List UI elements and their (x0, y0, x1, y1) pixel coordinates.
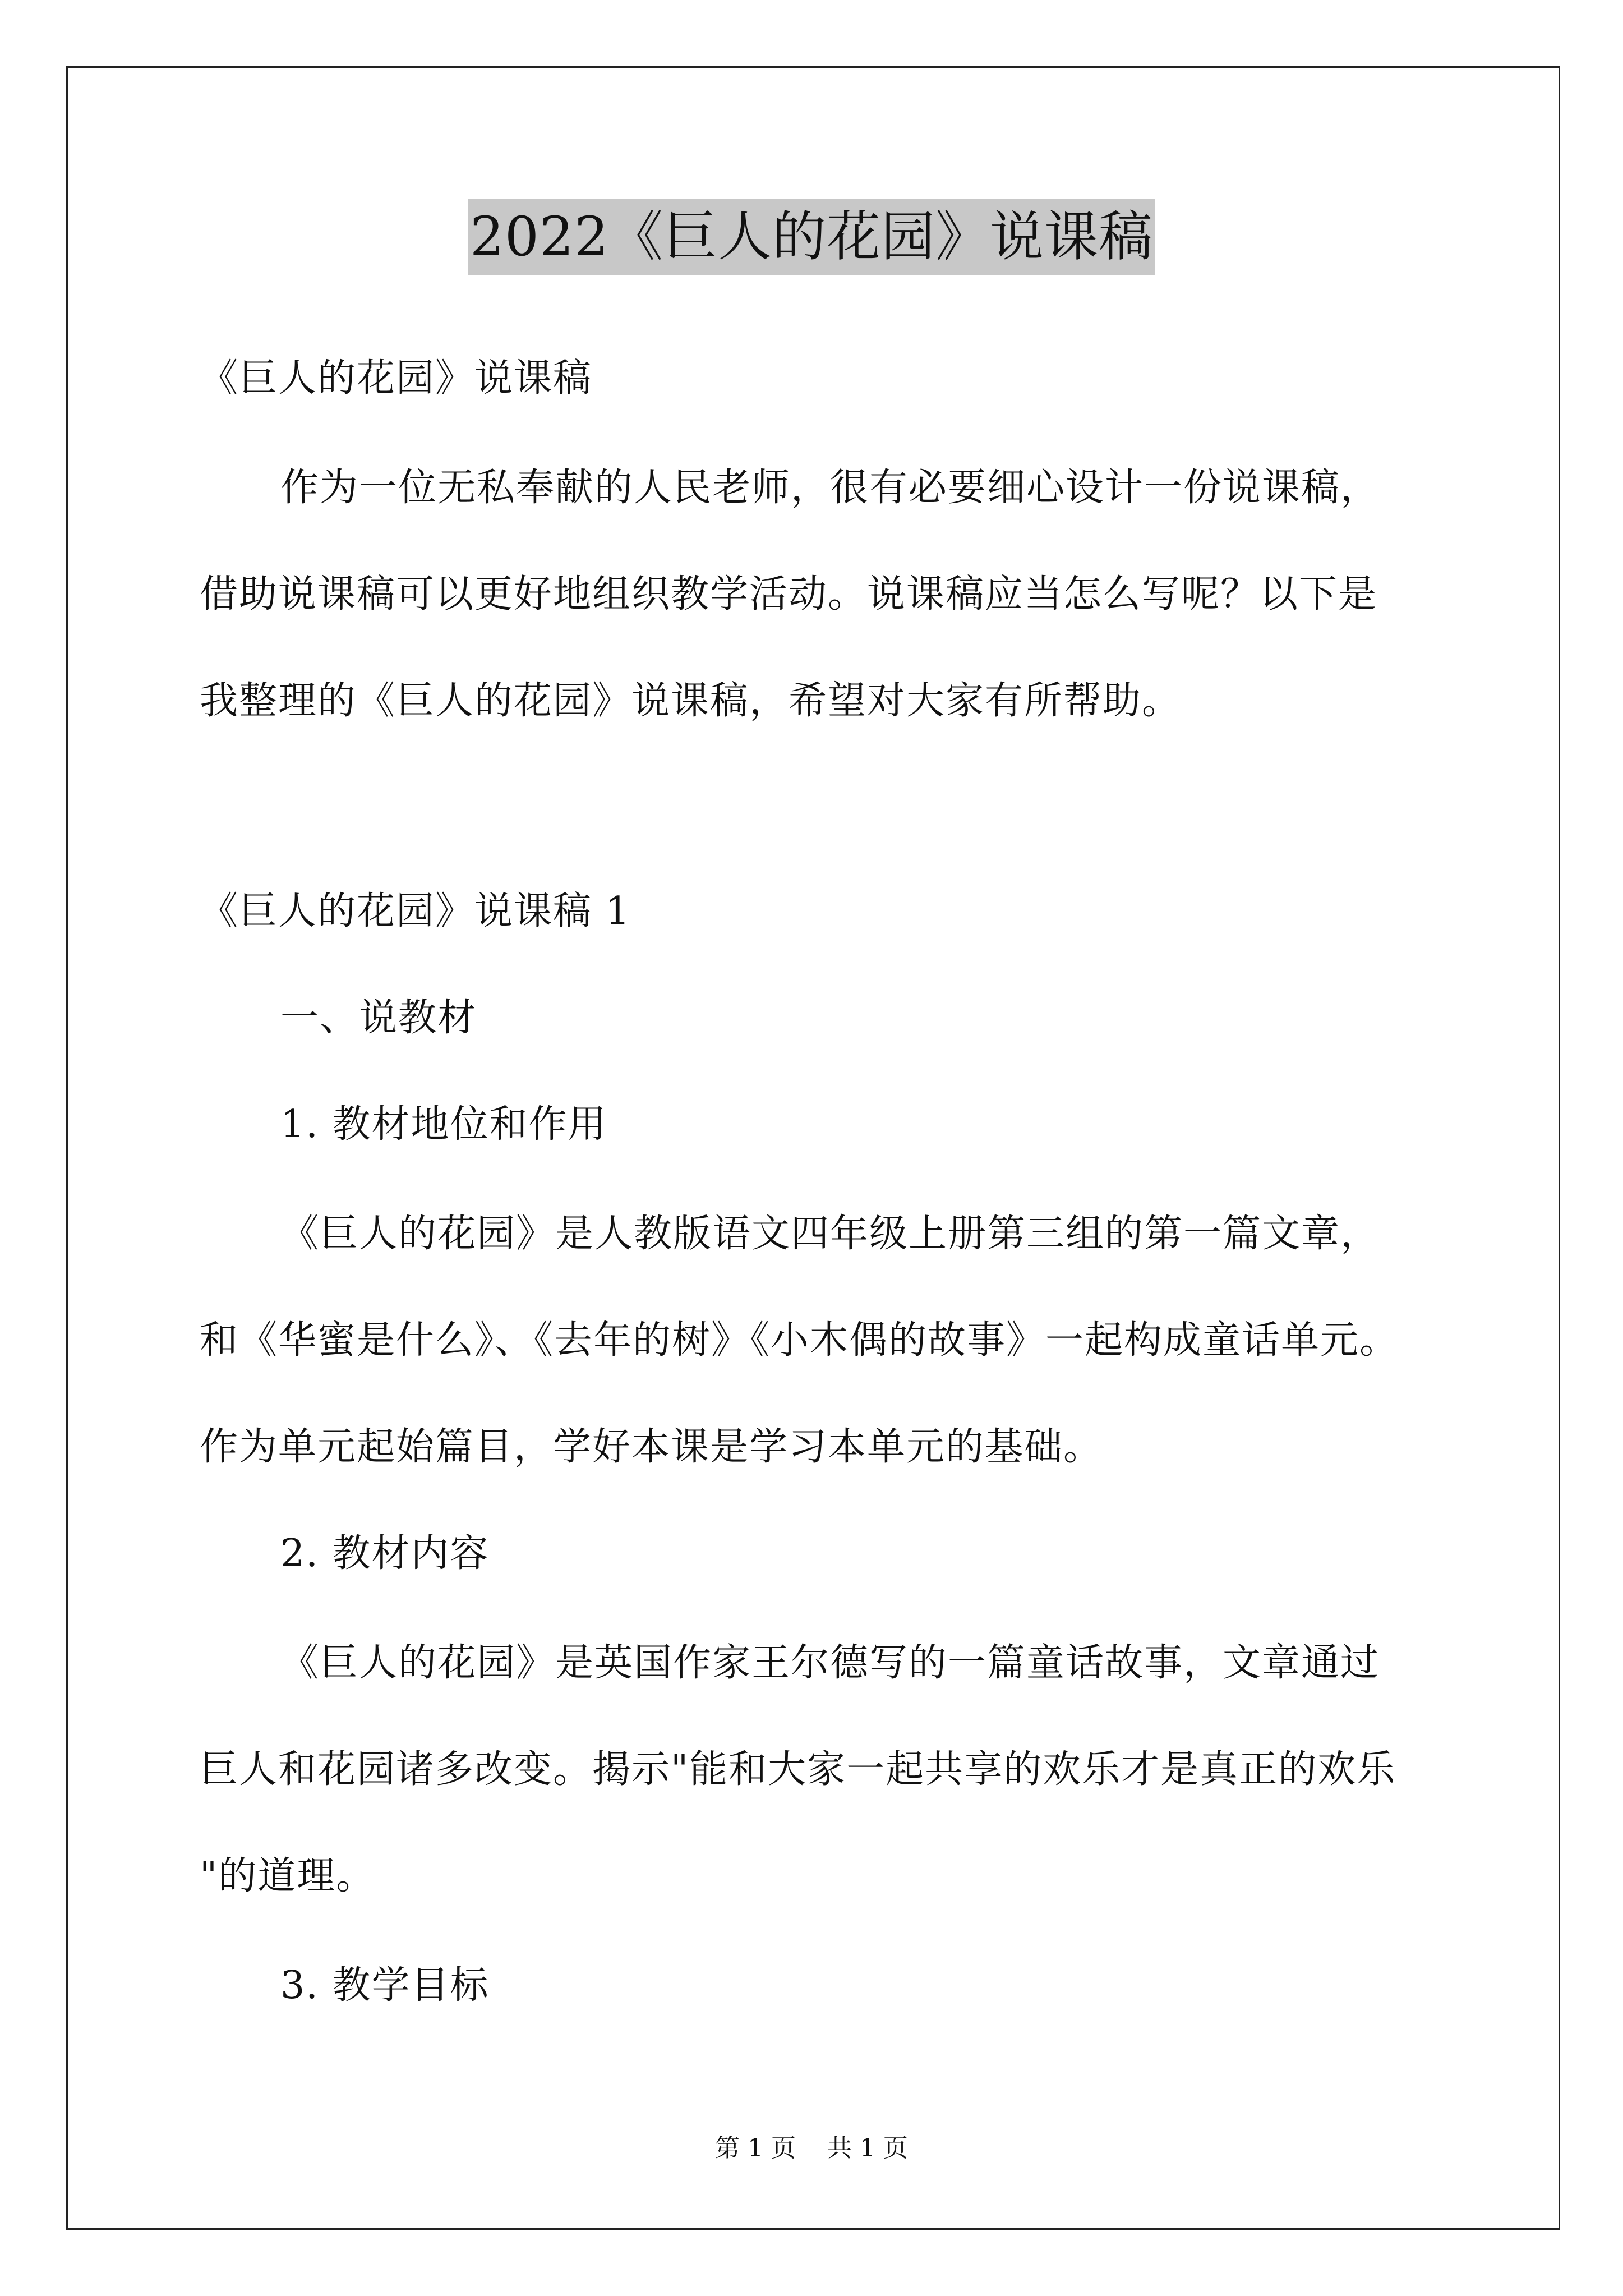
paragraph-line: 《巨人的花园》是英国作家王尔德写的一篇童话故事，文章通过 (280, 1641, 1380, 1685)
paragraph-line: "的道理。 (200, 1854, 376, 1898)
subsection-heading: 2. 教材内容 (280, 1531, 490, 1576)
title-container (0, 199, 1623, 275)
section-heading: 《巨人的花园》说课稿 1 (200, 889, 631, 933)
document-title: 2022《巨人的花园》说课稿 (468, 199, 1155, 275)
subsection-heading: 1. 教材地位和作用 (280, 1102, 607, 1147)
subtitle-line: 《巨人的花园》说课稿 (200, 356, 593, 401)
paragraph-line: 作为一位无私奉献的人民老师，很有必要细心设计一份说课稿， (280, 466, 1380, 510)
page-number: 第 1 页 共 1 页 (715, 2134, 908, 2162)
paragraph-line: 《巨人的花园》是人教版语文四年级上册第三组的第一篇文章， (280, 1212, 1380, 1256)
section-heading: 一、说教材 (280, 996, 477, 1040)
subsection-heading: 3. 教学目标 (280, 1963, 490, 2008)
paragraph-line: 巨人和花园诸多改变。揭示"能和大家一起共享的欢乐才是真正的欢乐 (200, 1747, 1396, 1792)
paragraph-line: 作为单元起始篇目，学好本课是学习本单元的基础。 (200, 1425, 1103, 1469)
paragraph-line: 我整理的《巨人的花园》说课稿，希望对大家有所帮助。 (200, 679, 1182, 723)
paragraph-line: 借助说课稿可以更好地组织教学活动。说课稿应当怎么写呢？以下是 (200, 572, 1378, 616)
paragraph-line: 和《华蜜是什么》、《去年的树》《小木偶的故事》一起构成童话单元。 (200, 1318, 1399, 1363)
